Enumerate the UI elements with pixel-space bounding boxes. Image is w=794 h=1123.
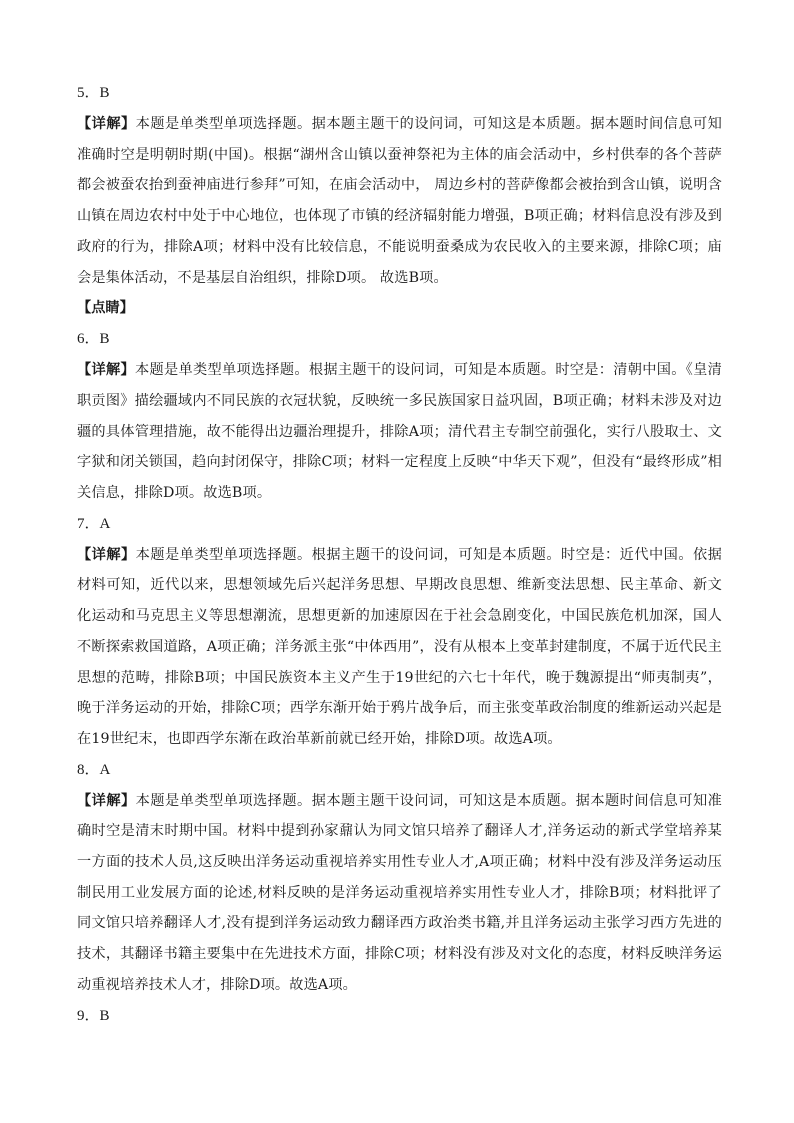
answer-explanations [77, 78, 722, 1032]
detail-tag: 【详解】 [77, 362, 135, 379]
explanation-text-6: 本题是单类型单项选择题。根据主题干的设问词，可知是本质题。时空是：清朝中国。《皇清职贡图》描绘疆域内不同民族的衣冠状貌，反映统一多民族国家日益巩固，B项正确；材料未涉及对边疆的具体管理措施，故不能得出边疆治理提升，排除A项；清代君主专制空前强化，实行八股取士、文字狱和闭关锁国，趋向封闭保守，排除C项；材料一定程度上反映“中华天下观”，但没有“最终形成”相关信息，排除D项。故选B项。 [77, 362, 722, 502]
explanation-text-5: 本题是单类型单项选择题。据本题主题干的设问词，可知这是本质题。据本题时间信息可知准确时空是明朝时期(中国)。根据“湖州含山镇以蚕神祭祀为主体的庙会活动中，乡村供奉的各个菩萨都会被蚕农抬到蚕神庙进行参拜”可知，在庙会活动中， 周边乡村的菩萨像都会被抬到含山镇，说明含山镇在周边农村中处于中心地位，也体现了市镇的经济辐射能力增强，B项正确；材料信息没有涉及到政府的行为，排除A项；材料中没有比较信息，不能说明蚕桑成为农民收入的主要来源，排除C项；庙会是集体活动，不是基层自治组织，排除D项。 故选B项。 [77, 116, 722, 286]
question-number-7: 7．A [77, 515, 111, 532]
detail-tag: 【详解】 [77, 116, 136, 132]
explanation-6 [77, 355, 722, 509]
question-number-5: 5．B [77, 85, 110, 101]
explanation-8 [77, 786, 722, 1001]
explanation-text-7: 本题是单类型单项选择题。根据主题干的设问词，可知是本质题。时空是：近代中国。依据材料可知，近代以来，思想领域先后兴起洋务思想、早期改良思想、维新变法思想、民主革命、新文化运动和马克思主义等思想潮流，思想更新的加速原因在于社会急剧变化，中国民族危机加深，国人不断探索救国道路，A项正确；洋务派主张“中体西用”，没有从根本上变革封建制度，不属于近代民主思想的范畴，排除B项；中国民族资本主义产生于19世纪的六七十年代，晚于魏源提出“师夷制夷”，晚于洋务运动的开始，排除C项；西学东渐开始于鸦片战争后，而主张变革政治制度的维新运动兴起是在19世纪末，也即西学东渐在政治革新前就已经开始，排除D项。故选A项。 [77, 546, 722, 747]
hint-tag: 【点睛】 [77, 300, 134, 317]
question-number-6: 6．B [77, 331, 110, 348]
detail-tag: 【详解】 [77, 792, 136, 809]
explanation-7 [77, 540, 722, 755]
question-number-8: 8．A [77, 761, 111, 778]
detail-tag: 【详解】 [77, 546, 136, 563]
question-number-9: 9．B [77, 1007, 110, 1024]
hint-tag-line [77, 293, 722, 324]
explanation-5 [77, 109, 722, 293]
explanation-text-8: 本题是单类型单项选择题。据本题主题干设问词，可知这是本质题。据本题时间信息可知准确时空是清末时期中国。材料中提到孙家鼐认为同文馆只培养了翻译人才,洋务运动的新式学堂培养某一方面的技术人员,这反映出洋务运动重视培养实用性专业人才,A项正确；材料中没有涉及洋务运动压制民用工业发展方面的论述,材料反映的是洋务运动重视培养实用性专业人才，排除B项；材料批评了同文馆只培养翻译人才,没有提到洋务运动致力翻译西方政治类书籍,并且洋务运动主张学习西方先进的技术，其翻译书籍主要集中在先进技术方面，排除C项；材料没有涉及对文化的态度，材料反映洋务运动重视培养技术人才，排除D项。故选A项。 [77, 792, 722, 993]
